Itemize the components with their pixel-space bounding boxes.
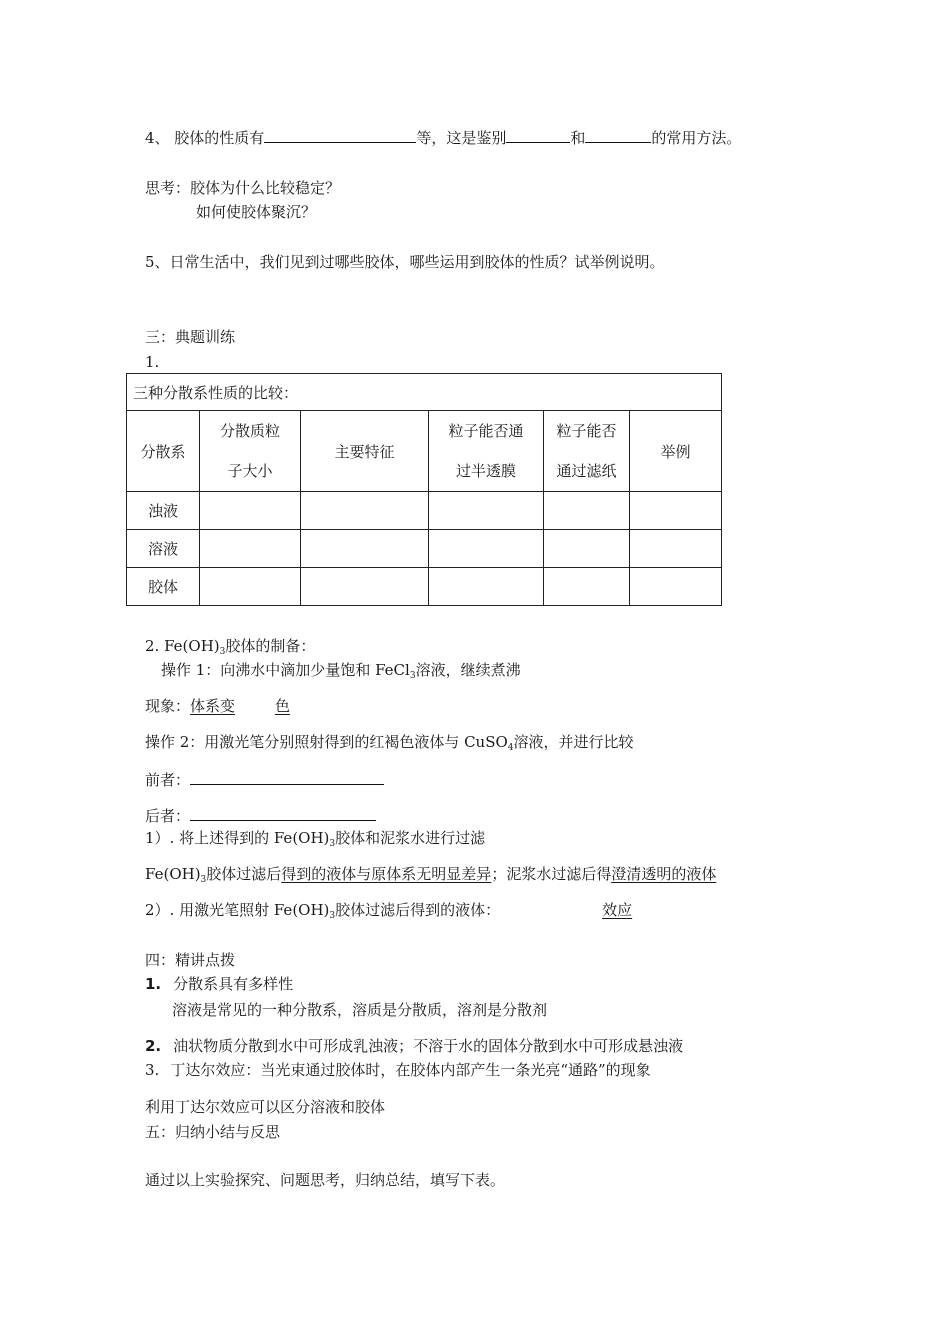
comparison-table bbox=[126, 373, 722, 606]
table-row bbox=[127, 492, 722, 530]
phenomenon: 现象：体系变 色 bbox=[145, 697, 291, 715]
section-4-title: 四：精讲点拨 bbox=[145, 951, 236, 969]
row-label: 胶体 bbox=[127, 568, 200, 606]
operation-2: 操作 2：用激光笔分别照射得到的红褐色液体与 CuSO$_4$溶液，并进行比较 bbox=[145, 733, 634, 753]
section-5-title: 五：归纳小结与反思 bbox=[145, 1123, 281, 1141]
latter-blank[interactable] bbox=[190, 804, 376, 821]
table-cell[interactable] bbox=[429, 492, 544, 530]
header-filter-paper: 粒子能否 通过滤纸 bbox=[544, 411, 630, 492]
step-2: 2）. 用激光笔照射 $Fe(OH)_3$胶体过滤后得到的液体： 效应 bbox=[145, 901, 633, 921]
prep-title: 2. $Fe(OH)_3$胶体的制备： bbox=[145, 637, 316, 657]
table-cell[interactable] bbox=[630, 530, 722, 568]
filter-result: $Fe(OH)_3$胶体过滤后得到的液体与原体系无明显差异；泥浆水过滤后得澄清透明的液体 bbox=[145, 865, 717, 885]
q4-prefix: 4、 胶体的性质有 bbox=[145, 129, 265, 147]
section-5-text: 通过以上实验探究、问题思考，归纳总结，填写下表。 bbox=[145, 1171, 506, 1189]
point-4: 利用丁达尔效应可以区分溶液和胶体 bbox=[145, 1098, 386, 1116]
table-cell[interactable] bbox=[200, 568, 301, 606]
latter-line: 后者： bbox=[145, 804, 376, 826]
table-row bbox=[127, 530, 722, 568]
former-line: 前者： bbox=[145, 768, 384, 790]
point-3: 3. 丁达尔效应：当光束通过胶体时，在胶体内部产生一条光亮“通路”的现象 bbox=[145, 1061, 651, 1079]
row-label: 溶液 bbox=[127, 530, 200, 568]
table-cell[interactable] bbox=[544, 568, 630, 606]
q4-and: 和 bbox=[570, 129, 586, 147]
q4-mid: 等，这是鉴别 bbox=[416, 129, 507, 147]
header-particle-size: 分散质粒 子大小 bbox=[200, 411, 301, 492]
table-caption: 三种分散系性质的比较： bbox=[127, 374, 722, 411]
operation-1: 操作 1：向沸水中滴加少量饱和 FeCl$_3$溶液，继续煮沸 bbox=[161, 661, 521, 681]
question-5: 5、日常生活中，我们见到过哪些胶体，哪些运用到胶体的性质？试举例说明。 bbox=[145, 253, 665, 271]
think-line-1 bbox=[145, 178, 340, 198]
table-cell[interactable] bbox=[200, 492, 301, 530]
q4-blank-1[interactable] bbox=[506, 126, 570, 143]
table-cell[interactable] bbox=[429, 530, 544, 568]
header-membrane: 粒子能否通 过半透膜 bbox=[429, 411, 544, 492]
point-1: 1. 分散系具有多样性 bbox=[145, 975, 294, 993]
think-q1: 胶体为什么比较稳定？ bbox=[190, 179, 341, 197]
q4-suffix: 的常用方法。 bbox=[651, 129, 742, 147]
point-1-detail: 溶液是常见的一种分散系，溶质是分散质，溶剂是分散剂 bbox=[172, 1001, 548, 1019]
q4-blank-properties[interactable] bbox=[264, 126, 416, 143]
think-label: 思考： bbox=[145, 179, 191, 197]
table-cell[interactable] bbox=[429, 568, 544, 606]
table-cell[interactable] bbox=[301, 568, 429, 606]
table-cell[interactable] bbox=[301, 492, 429, 530]
header-system: 分散系 bbox=[127, 411, 200, 492]
header-features: 主要特征 bbox=[301, 411, 429, 492]
think-q2: 如何使胶体聚沉？ bbox=[196, 203, 317, 221]
table-cell[interactable] bbox=[630, 492, 722, 530]
q4-blank-2[interactable] bbox=[585, 126, 651, 143]
question-4 bbox=[145, 126, 741, 148]
table-row bbox=[127, 568, 722, 606]
table-cell[interactable] bbox=[544, 492, 630, 530]
exercise-1-number: 1. bbox=[145, 353, 160, 371]
table-cell[interactable] bbox=[630, 568, 722, 606]
former-blank[interactable] bbox=[190, 768, 384, 785]
section-3-title: 三：典题训练 bbox=[145, 328, 236, 346]
table-cell[interactable] bbox=[200, 530, 301, 568]
header-examples: 举例 bbox=[630, 411, 722, 492]
table-cell[interactable] bbox=[301, 530, 429, 568]
point-2: 2. 油状物质分散到水中可形成乳浊液；不溶于水的固体分散到水中可形成悬浊液 bbox=[145, 1037, 684, 1055]
step-1: 1）. 将上述得到的 $Fe(OH)_3$胶体和泥浆水进行过滤 bbox=[145, 829, 486, 849]
table-cell[interactable] bbox=[544, 530, 630, 568]
row-label: 浊液 bbox=[127, 492, 200, 530]
